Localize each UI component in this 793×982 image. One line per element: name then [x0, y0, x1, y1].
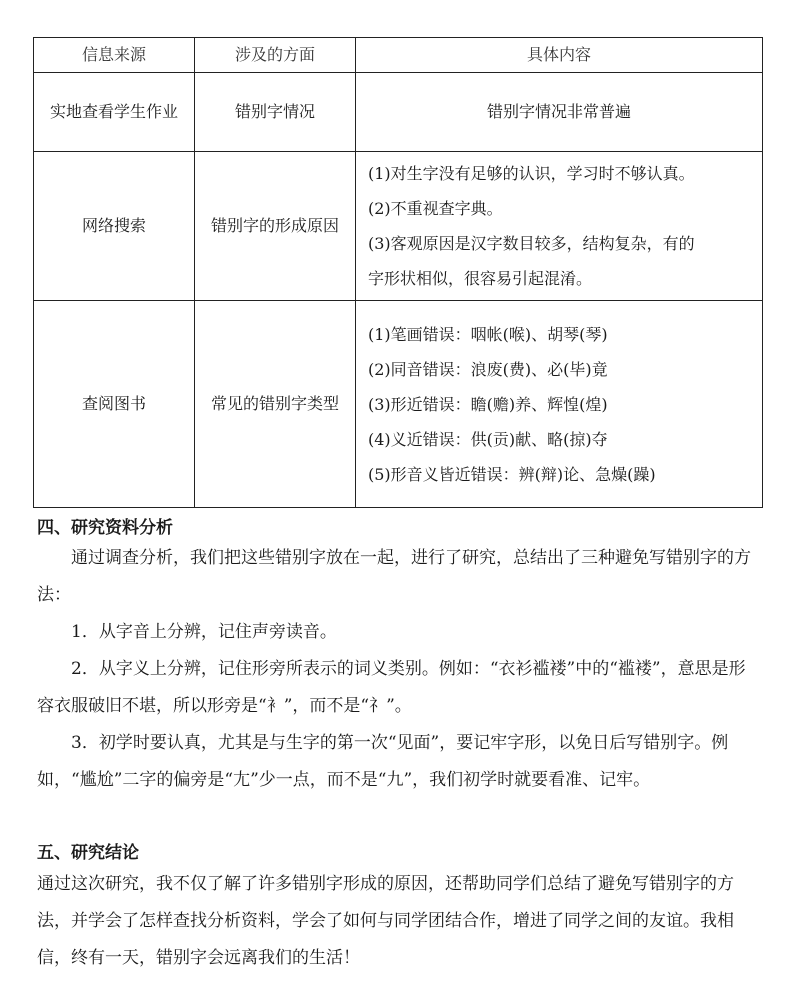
header-aspect: 涉及的方面	[195, 38, 356, 73]
research-info-table	[33, 37, 763, 508]
row-content: 错别字情况非常普遍	[356, 73, 763, 152]
row-source: 网络搜索	[34, 152, 195, 301]
content-line: 字形状相似，很容易引起混淆。	[368, 269, 593, 288]
paragraph: 通过这次研究，我不仅了解了许多错别字形成的原因，还帮助同学们总结了避免写错别字的方法，并学会了怎样查找分析资料，学会了如何与同学团结合作，增进了同学之间的友谊。我相信，终有一天，错别字会远离我们的生活！	[37, 874, 734, 968]
row-content	[356, 152, 763, 301]
row-content	[356, 301, 763, 508]
paragraph: 通过调查分析，我们把这些错别字放在一起，进行了研究，总结出了三种避免写错别字的方法：	[37, 548, 751, 605]
content-line: (3)形近错误：瞻(赡)养、辉惶(煌)	[368, 394, 608, 414]
row-aspect: 常见的错别字类型	[195, 301, 356, 508]
section4-body	[37, 540, 753, 799]
section5-body	[37, 866, 753, 977]
table-row	[34, 301, 763, 508]
row-source: 查阅图书	[34, 301, 195, 508]
section-heading: 五、研究结论	[37, 843, 139, 863]
content-line: (3)客观原因是汉字数目较多，结构复杂，有的	[368, 234, 695, 253]
paragraph: 2．从字义上分辨，记住形旁所表示的词义类别。例如：“衣衫褴褛”中的“褴褛”，意思是形容衣服破旧不堪，所以形旁是“衤”，而不是“礻”。	[37, 659, 746, 716]
table-row	[34, 73, 763, 152]
paragraph: 1．从字音上分辨，记住声旁读音。	[71, 622, 337, 642]
header-content: 具体内容	[356, 38, 763, 73]
content-line: (1)笔画错误：咽帐(喉)、胡琴(琴)	[368, 324, 608, 344]
header-source: 信息来源	[34, 38, 195, 73]
table-header-row	[34, 38, 763, 73]
row-source: 实地查看学生作业	[34, 73, 195, 152]
content-line: (1)对生字没有足够的认识，学习时不够认真。	[368, 164, 695, 183]
content-line: (2)同音错误：浪废(费)、必(毕)竟	[368, 359, 608, 379]
content-line: (4)义近错误：供(贡)献、略(掠)夺	[368, 429, 608, 449]
paragraph: 3．初学时要认真，尤其是与生字的第一次“见面”，要记牢字形，以免日后写错别字。例如，“尴尬”二字的偏旁是“尢”少一点，而不是“九”，我们初学时就要看准、记牢。	[37, 733, 729, 790]
row-aspect: 错别字的形成原因	[195, 152, 356, 301]
content-line: (2)不重视查字典。	[368, 199, 503, 218]
table-row	[34, 152, 763, 301]
row-aspect: 错别字情况	[195, 73, 356, 152]
section-heading: 四、研究资料分析	[37, 518, 173, 538]
content-line: (5)形音义皆近错误：辨(辩)论、急燥(躁)	[368, 464, 656, 484]
